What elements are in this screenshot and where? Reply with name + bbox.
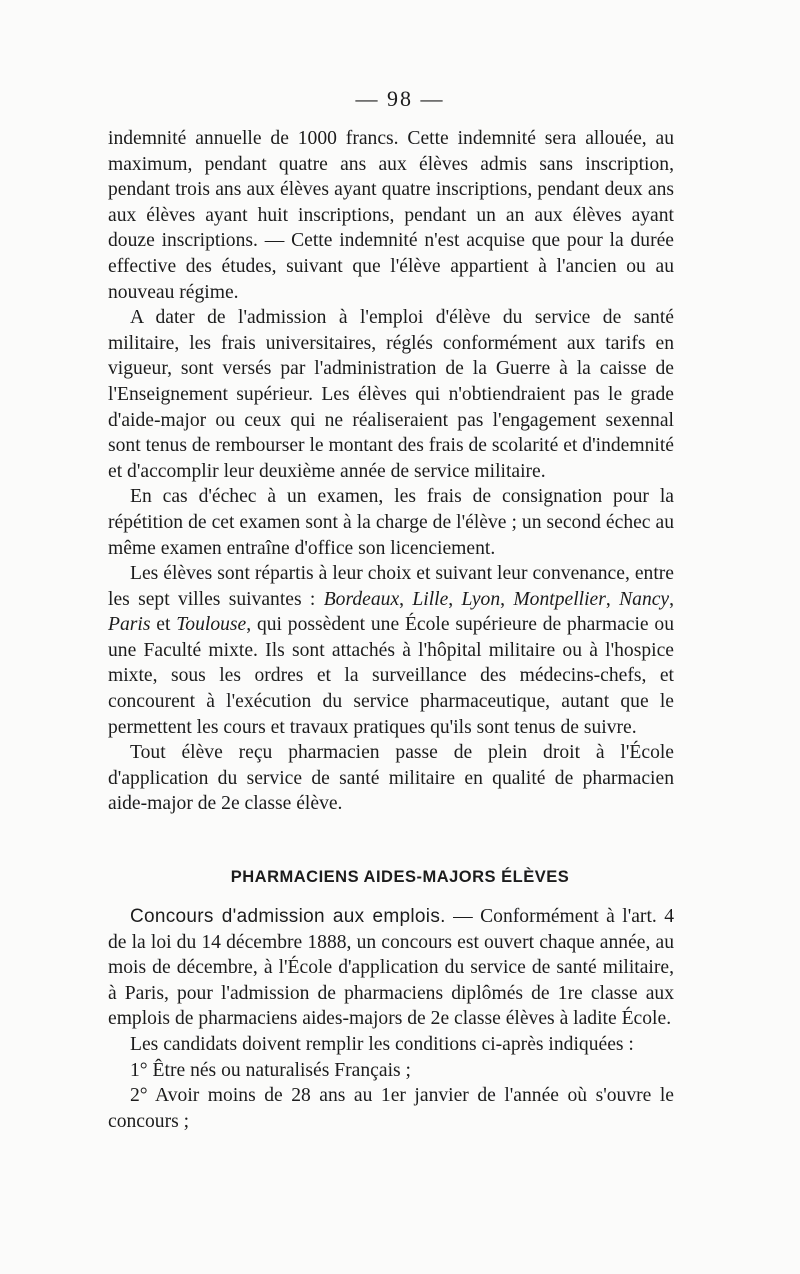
paragraph-exam-failure: En cas d'échec à un examen, les frais de consignation pour la répétition de cet examen sont à la charge de l'élève ; un second échec au même examen entraîne d'office son licenciement. <box>108 486 674 559</box>
city-name: Paris <box>108 614 151 636</box>
paragraph-indemnity: indemnité annuelle de 1000 francs. Cette indemnité sera allouée, au maximum, pendant quatre ans aux élèves admis sans inscription, pendant trois ans aux élèves ayant quatre inscriptions, pendant deux ans aux élèves ayant huit inscriptions, pendant un an aux élèves ayant douze inscriptions. — Cette indemnité n'est acquise que pour la durée effective des études, suivant que l'élève appartient à l'ancien ou au nouveau régime. <box>108 128 674 303</box>
paragraph-promotion: Tout élève reçu pharmacien passe de plein droit à l'École d'application du service de santé militaire en qualité de pharmacien aide-major de 2e classe élève. <box>108 742 674 815</box>
paragraph-concours <box>108 904 674 1032</box>
body-text-top <box>108 126 674 817</box>
city-name: Nancy <box>619 588 670 610</box>
city-name: Lille <box>412 588 449 610</box>
lead-in-title: Concours d'admission aux emplois. <box>130 906 446 927</box>
concours-text: — Conformément à l'art. 4 de la loi du 14 décembre 1888, un concours est ouvert chaque année, au mois de décembre, à l'École d'application du service de santé militaire, à Paris, pour l'admission de pharmaciens diplômés de 1re classe aux emplois de pharmaciens aides-majors de 2e classe élèves à ladite École. <box>108 906 674 1030</box>
city-name: Toulouse <box>176 614 247 636</box>
condition-item: 1° Être nés ou naturalisés Français ; <box>130 1059 411 1081</box>
cities-outro: , qui possèdent une École supérieure de pharmacie ou une Faculté mixte. Ils sont attachés à l'hôpital militaire ou à l'hospice mixte, sous les ordres et la surveillance des médecins-chefs, et concourent à l'exécution du service pharmaceutique, autant que le permettent les cours et travaux pratiques qu'ils sont tenus de suivre. <box>108 614 674 738</box>
cities-intro: Les élèves sont répartis à leur choix et suivant leur convenance, entre les sept villes suivantes : <box>108 563 674 610</box>
page-number: — 98 — <box>355 86 445 111</box>
body-text-bottom <box>108 904 674 1134</box>
city-name: Lyon <box>461 588 501 610</box>
city-name: Montpellier <box>513 588 606 610</box>
condition-item: 2° Avoir moins de 28 ans au 1er janvier de l'année où s'ouvre le concours ; <box>108 1085 674 1132</box>
section-heading: PHARMACIENS AIDES-MAJORS ÉLÈVES <box>230 868 570 886</box>
paragraph-cities: Les élèves sont répartis à leur choix et suivant leur convenance, entre les sept villes suivantes : Bordeaux, Lille, Lyon, Montpellier, Nancy, Paris et Toulouse, qui possèdent une École supérieure de pharmacie ou une Faculté mixte. Ils sont attachés à l'hôpital militaire ou à l'hospice mixte, sous les ordres et la surveillance des médecins-chefs, et concourent à l'exécution du service pharmaceutique, autant que le permettent les cours et travaux pratiques qu'ils sont tenus de suivre. <box>108 563 675 738</box>
paragraph-conditions: Les candidats doivent remplir les conditions ci-après indiquées : <box>130 1033 634 1055</box>
city-name: Bordeaux <box>323 588 400 610</box>
paragraph-university-fees: A dater de l'admission à l'emploi d'élève du service de santé militaire, les frais universitaires, réglés conformément aux tarifs en vigueur, sont versés par l'administration de la Guerre à la caisse de l'Enseignement supérieur. Les élèves qui n'obtiendraient pas le grade d'aide-major ou ceux qui ne réaliseraient pas l'engagement sexennal sont tenus de rembourser le montant des frais de scolarité et d'indemnité et d'accomplir leur deuxième année de service militaire. <box>108 307 674 482</box>
